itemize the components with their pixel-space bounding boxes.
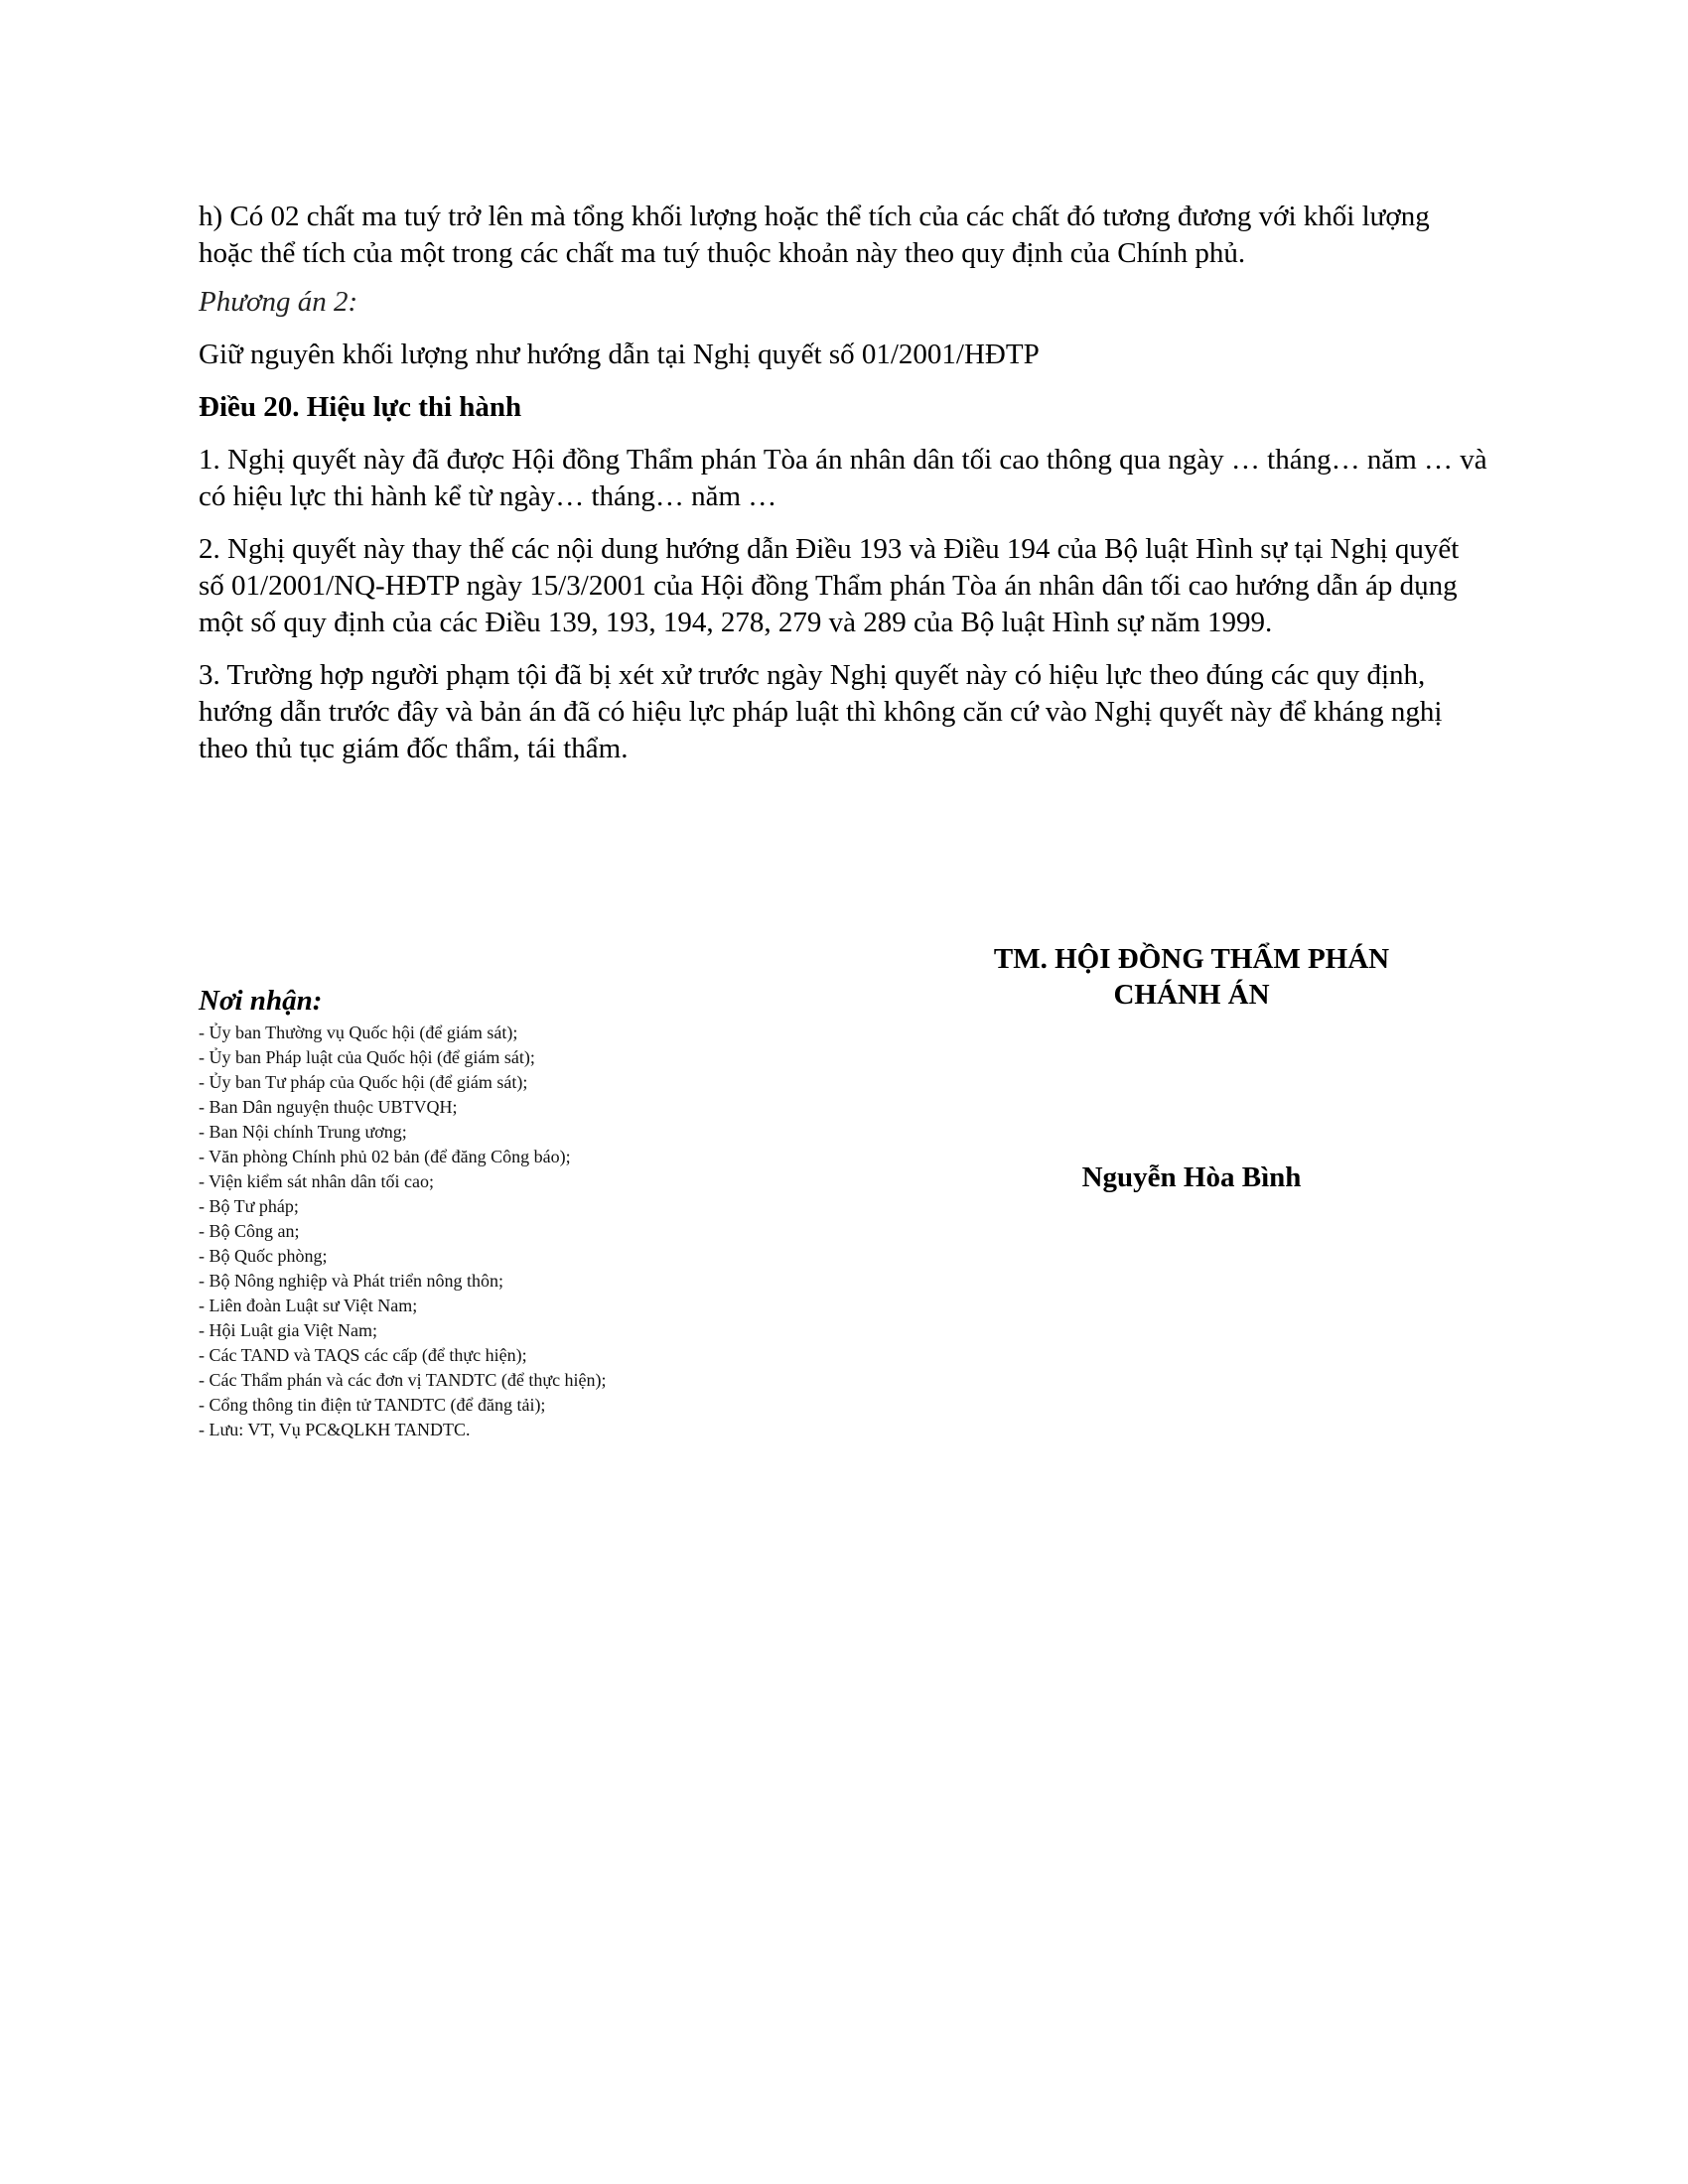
recipient-item: - Bộ Công an; <box>199 1221 300 1241</box>
recipient-item: - Hội Luật gia Việt Nam; <box>199 1320 378 1340</box>
recipients-title: Nơi nhận: <box>199 985 323 1017</box>
option2-label: Phương án 2: <box>199 286 358 318</box>
recipient-item: - Lưu: VT, Vụ PC&QLKH TANDTC. <box>199 1420 471 1439</box>
clause-3: 3. Trường hợp người phạm tội đã bị xét xử trước ngày Nghị quyết này có hiệu lực theo đúng các quy định, hướng dẫn trước đây và bản án đã có hiệu lực pháp luật thì không căn cứ vào Nghị quyết này để kháng nghị theo thủ tục giám đốc thẩm, tái thẩm. <box>199 659 1443 764</box>
clause-1: 1. Nghị quyết này đã được Hội đồng Thẩm phán Tòa án nhân dân tối cao thông qua ngày … tháng… năm … và có hiệu lực thi hành kể từ ngày… tháng… năm … <box>199 444 1487 512</box>
recipient-item: - Văn phòng Chính phủ 02 bản (để đăng Công báo); <box>199 1147 571 1166</box>
article20-heading: Điều 20. Hiệu lực thi hành <box>199 391 522 423</box>
recipients-list <box>199 1021 894 1442</box>
option2-text: Giữ nguyên khối lượng như hướng dẫn tại Nghị quyết số 01/2001/HĐTP <box>199 339 1040 370</box>
signer-name: Nguyễn Hòa Bình <box>1081 1161 1302 1193</box>
clause-2: 2. Nghị quyết này thay thế các nội dung hướng dẫn Điều 193 và Điều 194 của Bộ luật Hình sự tại Nghị quyết số 01/2001/NQ-HĐTP ngày 15/3/2001 của Hội đồng Thẩm phán Tòa án nhân dân tối cao hướng dẫn áp dụng một số quy định của các Điều 139, 193, 194, 278, 279 và 289 của Bộ luật Hình sự năm 1999. <box>199 533 1460 638</box>
document-body <box>199 199 1489 783</box>
recipient-item: - Ban Dân nguyện thuộc UBTVQH; <box>199 1097 458 1117</box>
recipient-item: - Các Thẩm phán và các đơn vị TANDTC (để thực hiện); <box>199 1370 607 1390</box>
recipient-item: - Liên đoàn Luật sư Việt Nam; <box>199 1296 418 1315</box>
recipient-item: - Ủy ban Pháp luật của Quốc hội (để giám sát); <box>199 1047 535 1067</box>
signature-org: TM. HỘI ĐỒNG THẨM PHÁN <box>993 943 1390 975</box>
recipient-item: - Ban Nội chính Trung ương; <box>199 1122 407 1142</box>
recipient-item: - Bộ Quốc phòng; <box>199 1246 328 1266</box>
recipient-item: - Cổng thông tin điện tử TANDTC (để đăng tải); <box>199 1395 546 1415</box>
recipient-item: - Bộ Nông nghiệp và Phát triển nông thôn; <box>199 1271 503 1291</box>
recipients-block <box>199 983 894 1442</box>
recipient-item: - Ủy ban Tư pháp của Quốc hội (để giám sát); <box>199 1072 528 1092</box>
item-h-paragraph: h) Có 02 chất ma tuý trở lên mà tổng khối lượng hoặc thể tích của các chất đó tương đương với khối lượng hoặc thể tích của một trong các chất ma tuý thuộc khoản này theo quy định của Chính phủ. <box>199 201 1430 269</box>
recipient-item: - Bộ Tư pháp; <box>199 1196 299 1216</box>
signature-block <box>894 941 1489 1195</box>
signature-title: CHÁNH ÁN <box>1113 979 1270 1011</box>
recipient-item: - Ủy ban Thường vụ Quốc hội (để giám sát); <box>199 1023 518 1042</box>
recipient-item: - Viện kiểm sát nhân dân tối cao; <box>199 1171 435 1191</box>
recipient-item: - Các TAND và TAQS các cấp (để thực hiện); <box>199 1345 527 1365</box>
